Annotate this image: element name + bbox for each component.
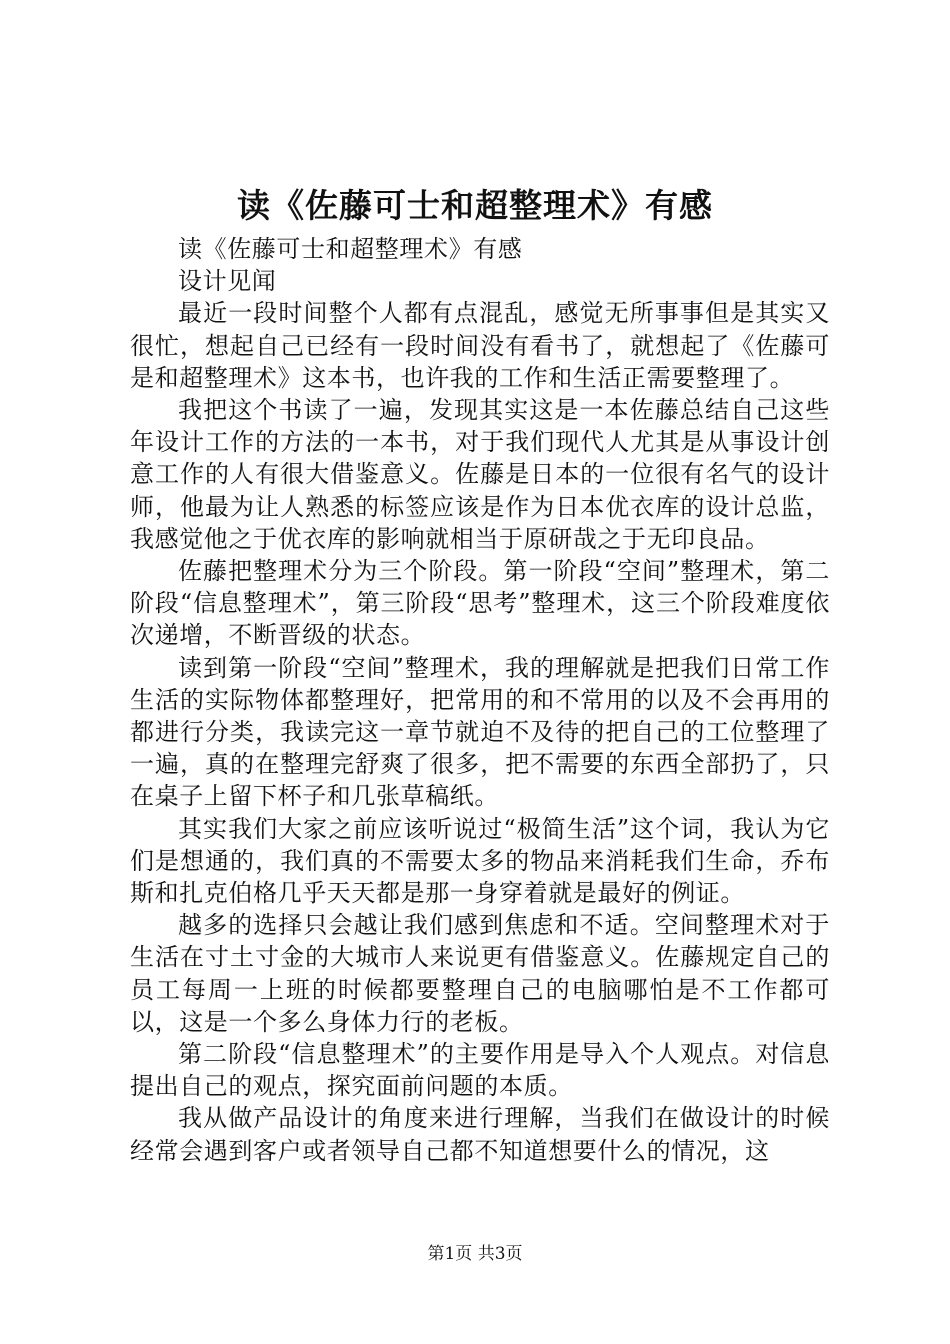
body-paragraph: 佐藤把整理术分为三个阶段。第一阶段“空间”整理术，第二阶段“信息整理术”，第三阶段“思考”整理术，这三个阶段难度依次递增，不断晋级的状态。 bbox=[130, 557, 830, 650]
body-paragraph: 我从做产品设计的角度来进行理解，当我们在做设计的时候经常会遇到客户或者领导自己都不知道想要什么的情况，这 bbox=[130, 1104, 830, 1165]
body-paragraph: 越多的选择只会越让我们感到焦虑和不适。空间整理术对于生活在寸土寸金的大城市人来说更有借鉴意义。佐藤规定自己的员工每周一上班的时候都要整理自己的电脑哪怕是不工作都可以，这是一个多么身体力行的老板。 bbox=[130, 911, 830, 1036]
body-paragraph: 第二阶段“信息整理术”的主要作用是导入个人观点。对信息提出自己的观点，探究面前问题的本质。 bbox=[130, 1040, 830, 1101]
body-paragraph: 其实我们大家之前应该听说过“极简生活”这个词，我认为它们是想通的，我们真的不需要太多的物品来消耗我们生命，乔布斯和扎克伯格几乎天天都是那一身穿着就是最好的例证。 bbox=[130, 814, 830, 908]
body-paragraph: 最近一段时间整个人都有点混乱，感觉无所事事但是其实又很忙，想起自己已经有一段时间没有看书了，就想起了《佐藤可是和超整理术》这本书，也许我的工作和生活正需要整理了。 bbox=[130, 299, 830, 392]
body-paragraph: 设计见闻 bbox=[178, 267, 277, 296]
document-body bbox=[130, 233, 830, 1167]
body-paragraph: 读到第一阶段“空间”整理术，我的理解就是把我们日常工作生活的实际物体都整理好，把常用的和不常用的以及不会再用的都进行分类，我读完这一章节就迫不及待的把自己的工位整理了一遍，真的在整理完舒爽了很多，把不需要的东西全部扔了，只在桌子上留下杯子和几张草稿纸。 bbox=[130, 653, 830, 811]
body-paragraph: 读《佐藤可士和超整理术》有感 bbox=[178, 235, 523, 263]
body-paragraph: 我把这个书读了一遍，发现其实这是一本佐藤总结自己这些年设计工作的方法的一本书，对于我们现代人尤其是从事设计创意工作的人有很大借鉴意义。佐藤是日本的一位很有名气的设计师，他最为让人熟悉的标签应该是作为日本优衣库的设计总监，我感觉他之于优衣库的影响就相当于原研哉之于无印良品。 bbox=[130, 396, 830, 553]
document-title: 读《佐藤可士和超整理术》有感 bbox=[237, 186, 713, 225]
page-number-footer: 第1页 共3页 bbox=[427, 1244, 523, 1264]
